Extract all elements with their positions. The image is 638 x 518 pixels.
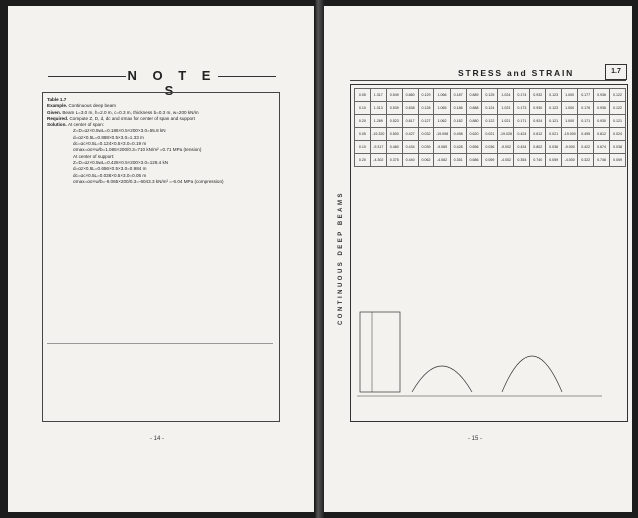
table-cell: 0.024 xyxy=(610,128,626,141)
table-cell: 0.021 xyxy=(546,128,562,141)
notes-line-value: At center of support: xyxy=(73,153,115,159)
notes-line-key: Given. xyxy=(47,109,63,115)
header-rule xyxy=(350,80,626,81)
table-cell: 0.351 xyxy=(450,154,466,167)
table-cell: -9.317 xyxy=(370,141,386,154)
table-cell: -4.302 xyxy=(370,154,386,167)
page-number-right: - 15 - xyxy=(468,436,483,442)
table-cell: 0.123 xyxy=(546,102,562,115)
table-cell: -4.062 xyxy=(434,154,450,167)
table-cell: 0.10 xyxy=(355,141,371,154)
notes-line-value: d=αz×0.5L=0.888×0.5×3.0=1.33 m xyxy=(73,134,144,140)
table-cell: 0.674 xyxy=(594,141,610,154)
notes-line-value: Continuous deep beam xyxy=(68,103,116,109)
notes-line-value: Z=D=αz×0.5wL=0.428×0.5×200×3.0=128.4 kN xyxy=(73,159,169,165)
table-cell: -9.002 xyxy=(498,141,514,154)
table-cell: 1.065 xyxy=(434,102,450,115)
table-cell: 0.880 xyxy=(466,115,482,128)
table-cell: 1.313 xyxy=(370,102,386,115)
table-cell: 0.427 xyxy=(402,128,418,141)
table-cell: 1.000 xyxy=(562,102,578,115)
table-cell: 0.888 xyxy=(466,102,482,115)
table-cell: 0.122 xyxy=(482,115,498,128)
notes-line-key: Table 1.7 xyxy=(47,97,67,102)
table-cell: 0.424 xyxy=(514,128,530,141)
table-cell: 0.039 xyxy=(418,141,434,154)
table-cell: 1.062 xyxy=(434,115,450,128)
table-cell: 0.021 xyxy=(482,128,498,141)
table-cell: 0.860 xyxy=(402,89,418,102)
table-cell: 0.036 xyxy=(546,141,562,154)
table-cell: 1.000 xyxy=(562,115,578,128)
table-cell: 0.059 xyxy=(610,154,626,167)
table-cell: 0.936 xyxy=(594,102,610,115)
notes-line-value: Z=D=αz×0.5wL=0.186×0.5×200×3.0=55.8 kN xyxy=(73,128,166,134)
table-cell: 0.440 xyxy=(402,154,418,167)
table-cell: 0.620 xyxy=(466,128,482,141)
table-cell: 0.122 xyxy=(610,102,626,115)
table-cell: 0.932 xyxy=(530,89,546,102)
table-cell: 0.802 xyxy=(530,141,546,154)
table-cell: 0.171 xyxy=(578,115,594,128)
table-cell: 0.173 xyxy=(514,102,530,115)
notes-title: N O T E S xyxy=(127,68,217,98)
table-cell: 0.171 xyxy=(514,115,530,128)
table-cell: 1.289 xyxy=(370,115,386,128)
table-cell: -19.320 xyxy=(370,128,386,141)
table-cell: 0.924 xyxy=(530,115,546,128)
table-cell: -19.026 xyxy=(498,128,514,141)
table-cell: 0.182 xyxy=(450,115,466,128)
table-cell: 0.05 xyxy=(355,89,371,102)
notes-line-value: dc=αc×0.5L=0.036×0.5×3.0=0.05 m xyxy=(73,172,147,178)
notes-box xyxy=(42,92,280,422)
table-cell: 0.936 xyxy=(594,89,610,102)
table-cell: 0.422 xyxy=(578,141,594,154)
stress-diagram xyxy=(352,300,622,410)
table-cell: 0.038 xyxy=(610,141,626,154)
table-cell: 0.838 xyxy=(402,102,418,115)
notes-ruled-area xyxy=(47,343,273,414)
sidebar xyxy=(336,90,346,430)
table-cell: 1.023 xyxy=(498,102,514,115)
table-cell: 0.495 xyxy=(578,128,594,141)
table-cell: 0.740 xyxy=(530,154,546,167)
notes-line-value: At center of span: xyxy=(67,122,104,128)
notes-line-value: Beam L=3.0 m, h=2.0 m, c=0.3 m, thickness b=0.3 m, w=200 kN/m xyxy=(62,109,199,115)
table-cell: -4.002 xyxy=(498,154,514,167)
table-cell: 0.174 xyxy=(514,89,530,102)
table-cell: 0.036 xyxy=(482,141,498,154)
table-cell: 0.20 xyxy=(355,115,371,128)
notes-line-value: σmax=ασ×w/b=1.065×200/0.3=710 kN/m² =0.71 MPa (tension) xyxy=(73,147,202,153)
table-cell: 0.746 xyxy=(594,154,610,167)
table-cell: 0.123 xyxy=(546,89,562,102)
table-cell: 1.066 xyxy=(434,89,450,102)
notes-line-value: σmax=ασ×w/b=-9.065×200/0.3=-6043.3 kN/m² =-6.04 MPa (compression) xyxy=(73,178,224,184)
table-cell: 0.817 xyxy=(402,115,418,128)
table-cell: 0.059 xyxy=(546,154,562,167)
table-cell: 0.549 xyxy=(386,89,402,102)
table-cell: 0.375 xyxy=(386,154,402,167)
table-cell: 0.187 xyxy=(450,89,466,102)
table-cell: 0.889 xyxy=(466,89,482,102)
table-cell: 0.523 xyxy=(386,115,402,128)
table-cell: 0.062 xyxy=(418,154,434,167)
table-cell: 0.428 xyxy=(450,141,466,154)
table-cell: 0.686 xyxy=(466,154,482,167)
table-cell: 1.021 xyxy=(498,115,514,128)
notes-line-value: dc=αc×0.5L=0.124×0.5×3.0=0.19 m xyxy=(73,141,147,147)
table-cell: 0.059 xyxy=(482,154,498,167)
table-cell: 0.128 xyxy=(418,102,434,115)
notes-text xyxy=(47,97,275,185)
table-cell: -9.000 xyxy=(562,141,578,154)
table-cell: 0.186 xyxy=(450,102,466,115)
notes-line-key: Example. xyxy=(47,103,69,109)
table-cell: 0.322 xyxy=(578,154,594,167)
table-cell: 0.812 xyxy=(530,128,546,141)
table-cell: 0.125 xyxy=(482,89,498,102)
table-cell: 0.10 xyxy=(355,102,371,115)
notes-line xyxy=(47,179,275,185)
table-cell: 0.656 xyxy=(466,141,482,154)
table-cell: 0.354 xyxy=(514,154,530,167)
notes-line-value: d=αz×0.5L=0.656×0.5×3.0=0.984 m xyxy=(73,166,147,172)
table-cell: 0.500 xyxy=(386,128,402,141)
notes-line-key: Required. xyxy=(47,115,70,121)
table-cell: 1.024 xyxy=(498,89,514,102)
table-cell: 0.539 xyxy=(386,102,402,115)
table-cell: 0.032 xyxy=(418,128,434,141)
table-cell: 0.129 xyxy=(418,89,434,102)
book-spine xyxy=(314,0,324,518)
table-cell: 1.000 xyxy=(562,89,578,102)
right-header: STRESS and STRAIN xyxy=(458,68,575,78)
table-cell: 0.122 xyxy=(610,89,626,102)
notes-line-key: Solution. xyxy=(47,122,68,128)
table-cell: 0.124 xyxy=(482,102,498,115)
table-cell: 0.930 xyxy=(594,115,610,128)
table-cell: -19.000 xyxy=(562,128,578,141)
table-cell: -4.000 xyxy=(562,154,578,167)
table-cell: 0.05 xyxy=(355,128,371,141)
table-cell: 0.176 xyxy=(578,102,594,115)
table-cell: 0.177 xyxy=(578,89,594,102)
section-number: 1.7 xyxy=(605,64,627,80)
table-cell: 0.20 xyxy=(355,154,371,167)
notes-line-value: Compute Z, D, d, dc and σmax for center of span and support xyxy=(69,115,195,121)
table-cell: 1.317 xyxy=(370,89,386,102)
table-cell: -19.098 xyxy=(434,128,450,141)
table-cell: 0.434 xyxy=(402,141,418,154)
table-cell: -9.065 xyxy=(434,141,450,154)
page-number-left: - 14 - xyxy=(150,436,165,442)
table-cell: 0.127 xyxy=(418,115,434,128)
table-cell: 0.812 xyxy=(594,128,610,141)
table-cell: 0.460 xyxy=(386,141,402,154)
table-cell: 0.121 xyxy=(610,115,626,128)
table-cell: 0.498 xyxy=(450,128,466,141)
table-cell: 0.121 xyxy=(546,115,562,128)
table-cell: 0.434 xyxy=(514,141,530,154)
side-title: CONTINUOUS DEEP BEAMS xyxy=(338,190,344,326)
table-cell: 0.930 xyxy=(530,102,546,115)
